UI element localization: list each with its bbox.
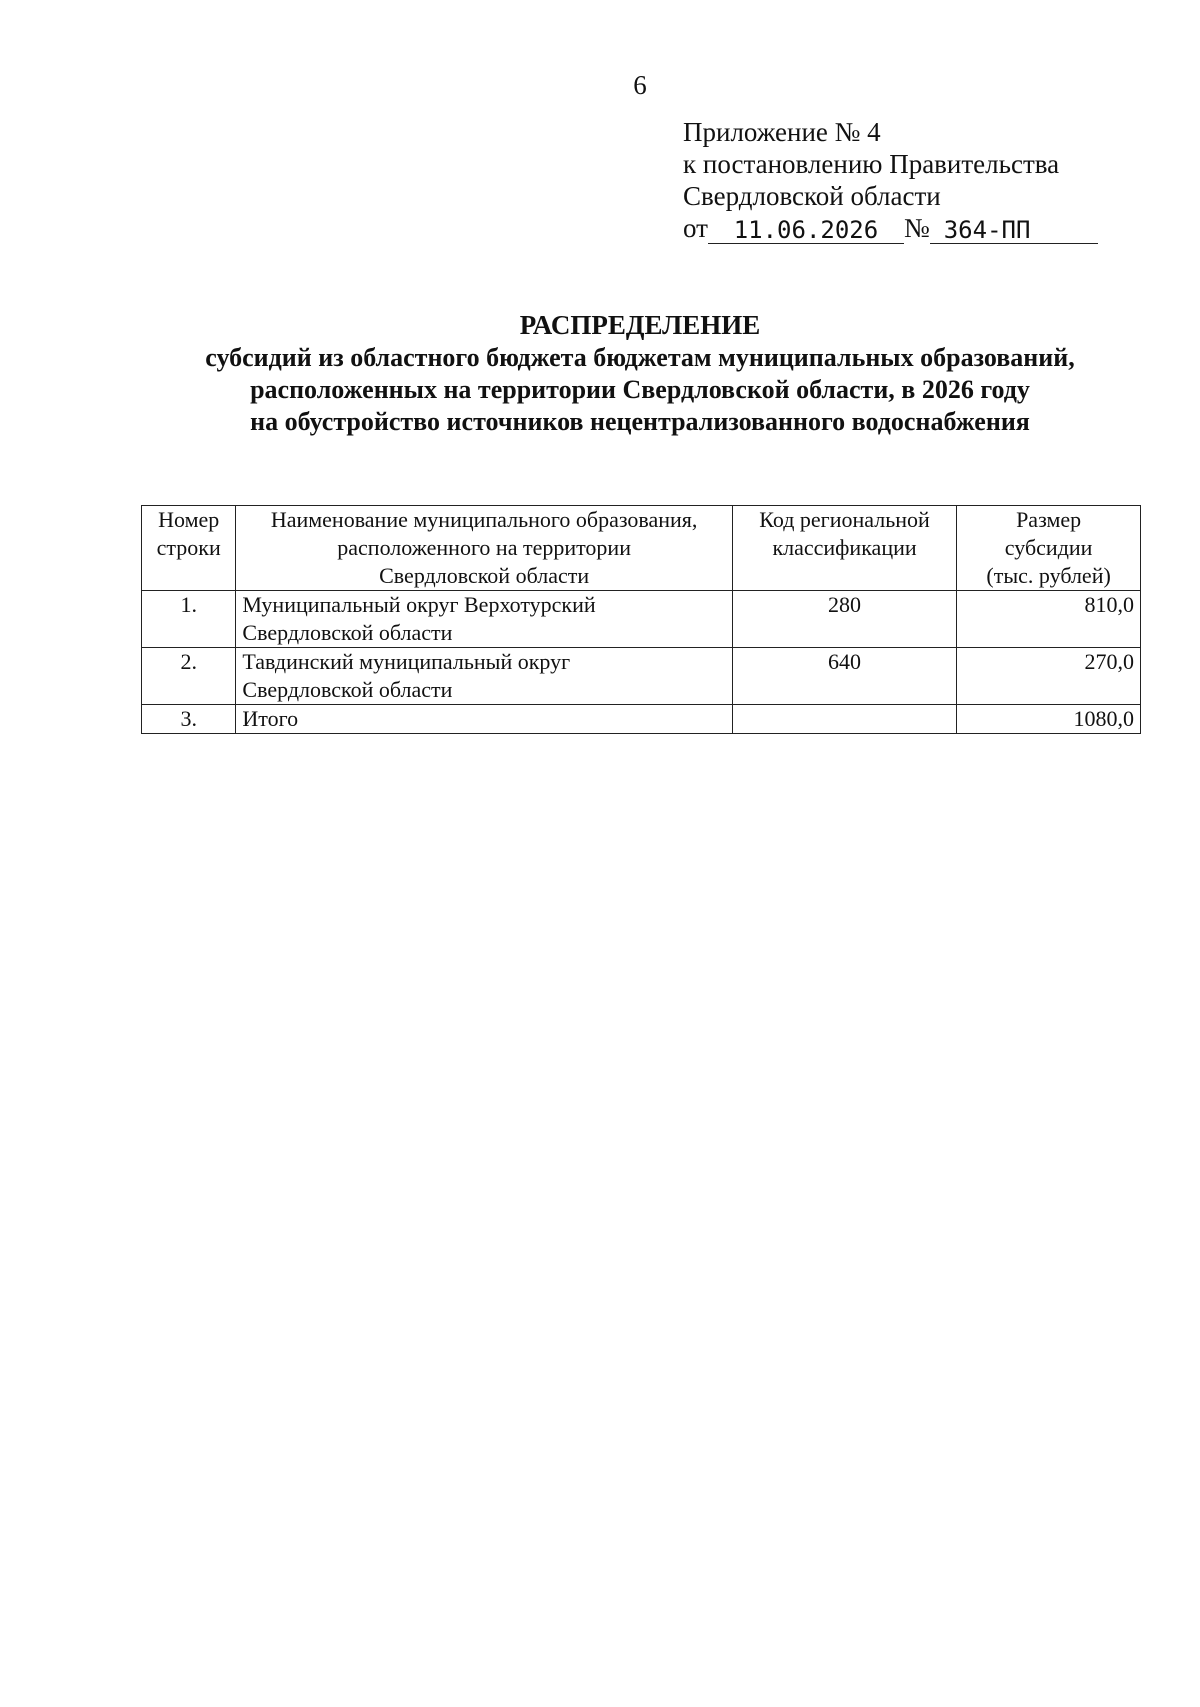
appendix-line-2: к постановлению Правительства <box>683 149 1060 179</box>
from-label: от <box>683 213 708 243</box>
municipality-name <box>236 648 732 705</box>
title-line-2: расположенных на территории Свердловской области, в 2026 году <box>250 375 1030 404</box>
region-code <box>732 705 956 734</box>
table-row <box>142 591 1141 648</box>
subsidy-amount: 810,0 <box>957 591 1141 648</box>
resolution-date: 11.06.2026 <box>708 217 904 244</box>
row-number: 2. <box>142 648 236 705</box>
table-row <box>142 648 1141 705</box>
header-sum-line: субсидии <box>1004 535 1093 560</box>
region-code: 640 <box>732 648 956 705</box>
row-number: 3. <box>142 705 236 734</box>
row-number: 1. <box>142 591 236 648</box>
title-line-1: субсидий из областного бюджета бюджетам муниципальных образований, <box>205 343 1075 372</box>
municipality-name-line: Свердловской области <box>242 677 453 702</box>
title-main: РАСПРЕДЕЛЕНИЕ <box>519 310 761 340</box>
header-region-code <box>732 506 956 591</box>
municipality-name-line: Свердловской области <box>242 620 453 645</box>
header-municipality-name <box>236 506 732 591</box>
table-total-row <box>142 705 1141 734</box>
appendix-line-3: Свердловской области <box>683 181 941 211</box>
total-label <box>236 705 732 734</box>
subsidy-amount: 270,0 <box>957 648 1141 705</box>
municipality-name-line: Муниципальный округ Верхотурский <box>242 592 596 617</box>
number-sign: № <box>903 213 930 243</box>
appendix-block <box>683 116 1098 244</box>
header-name-line: Свердловской области <box>379 563 590 588</box>
header-code-line: Код региональной <box>759 507 930 532</box>
header-row-number <box>142 506 236 591</box>
subsidy-distribution-table <box>141 505 1141 734</box>
header-sum-line: (тыс. рублей) <box>986 563 1111 588</box>
resolution-number: 364-ПП <box>930 217 1098 244</box>
total-subsidy-amount: 1080,0 <box>957 705 1141 734</box>
header-row-number-line: Номер <box>158 507 220 532</box>
header-row-number-line: строки <box>156 535 221 560</box>
region-code: 280 <box>732 591 956 648</box>
appendix-line-1: Приложение № 4 <box>683 117 881 147</box>
total-label-text: Итого <box>242 706 299 731</box>
municipality-name-line: Тавдинский муниципальный округ <box>242 649 571 674</box>
table-header-row <box>142 506 1141 591</box>
header-code-line: классификации <box>772 535 917 560</box>
header-name-line: Наименование муниципального образования, <box>270 507 698 532</box>
header-name-line: расположенного на территории <box>337 535 631 560</box>
appendix-reference-line <box>683 212 1098 244</box>
page-number: 6 <box>633 70 647 100</box>
document-title <box>130 309 1150 438</box>
header-subsidy-amount <box>957 506 1141 591</box>
header-sum-line: Размер <box>1016 507 1082 532</box>
municipality-name <box>236 591 732 648</box>
title-line-3: на обустройство источников нецентрализованного водоснабжения <box>250 407 1030 436</box>
